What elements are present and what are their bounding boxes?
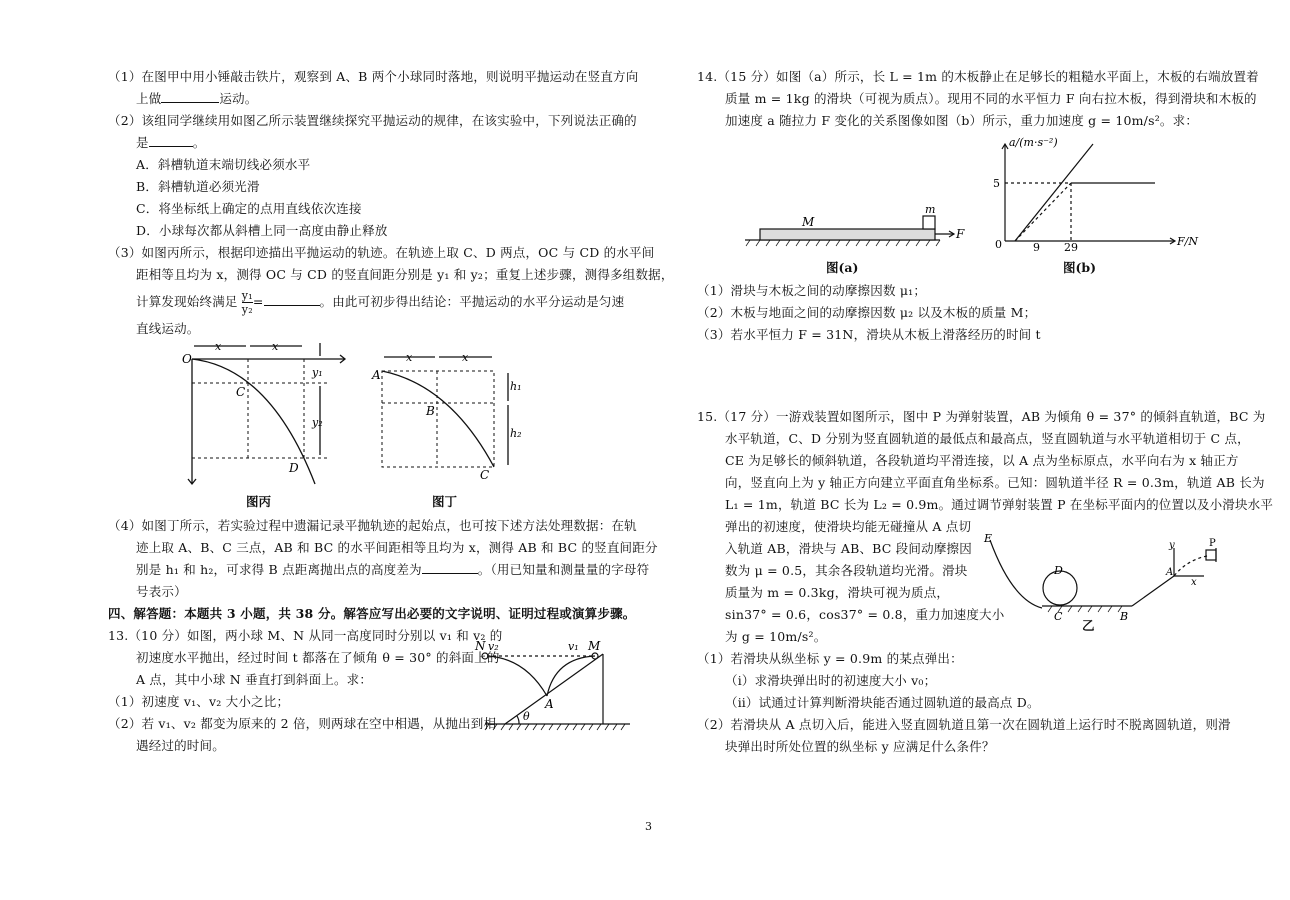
- label-m-board: M: [802, 215, 815, 229]
- line-block: [1015, 183, 1071, 241]
- answer-blank: [161, 90, 219, 103]
- label-x: x: [215, 340, 222, 353]
- text: 上做: [136, 91, 162, 106]
- label-y2: y₂: [312, 416, 323, 429]
- figure-14a: [740, 200, 970, 250]
- label-d: D: [289, 461, 299, 475]
- q15-line3: CE 为足够长的倾斜轨道，各段轨道均平滑连接，以 A 点为坐标原点，水平向右为 x 轴正方: [725, 453, 1239, 468]
- option-c: C．将坐标纸上确定的点用直线依次连接: [136, 201, 362, 216]
- incline: [505, 654, 603, 724]
- text: 是: [136, 135, 149, 150]
- q-part3-line3: 计算发现始终满足 $\frac{\text{y₁}}{\text{y₂}}$ = 。由此可初步得出结论：平抛运动的水平分运动是匀速: [136, 289, 625, 316]
- label-m-block: m: [925, 203, 936, 216]
- q-part4-line4: 号表示）: [136, 584, 187, 599]
- figure-ding: [370, 345, 520, 485]
- left-column: [108, 66, 674, 340]
- figure-q15: [982, 530, 1232, 635]
- trajectory-curve: [382, 371, 494, 467]
- label-d: D: [1054, 564, 1063, 577]
- q14-sub2: （2）木板与地面之间的动摩擦因数 μ₂ 以及木板的质量 M；: [697, 305, 1037, 320]
- q15-line10: sin37° = 0.6，cos37° = 0.8，重力加速度大小: [725, 607, 1005, 622]
- label-x: x: [1191, 577, 1197, 588]
- tick-y: 5: [993, 177, 1000, 190]
- q15-line9: 质量为 m = 0.3kg，滑块可视为质点，: [725, 585, 950, 600]
- label-b: B: [426, 404, 435, 418]
- q14-sub3: （3）若水平恒力 F = 31N，滑块从木板上滑落经历的时间 t: [697, 327, 1041, 342]
- right-column-q14: [697, 280, 1245, 346]
- label-h1: h₁: [510, 380, 522, 393]
- q15-line1: 15.（17 分）一游戏装置如图所示，图中 P 为弹射装置，AB 为倾角 θ = 37° 的倾斜直轨道，BC 为: [697, 409, 1266, 424]
- label-x: x: [406, 351, 413, 364]
- q-part3-line4: 直线运动。: [136, 321, 200, 336]
- q-part3-line2: 距相等且均为 x，测得 OC 与 CD 的竖直间距分别是 y₁ 和 y₂；重复上述步骤，测得多组数据，: [136, 267, 674, 282]
- tick-29: 29: [1064, 241, 1078, 254]
- fraction-numerator: y₁: [241, 289, 253, 302]
- page-number: 3: [645, 820, 652, 833]
- label-c: C: [480, 468, 490, 482]
- label-n: N: [475, 639, 486, 653]
- q-part1-line1: （1）在图甲中用小锤敲击铁片，观察到 A、B 两个小球同时落地，则说明平抛运动在竖直方向: [108, 69, 639, 84]
- label-e: E: [984, 532, 993, 545]
- x-label: F/N: [1177, 235, 1198, 248]
- text: 计算发现始终满足: [136, 294, 238, 309]
- label-theta: θ: [523, 710, 530, 723]
- label-x: x: [272, 340, 279, 353]
- q-part1-line2: [108, 88, 628, 110]
- label-v2: v₂: [488, 640, 499, 653]
- tick-0: 0: [995, 238, 1002, 251]
- q15-sub2-line1: （2）若滑块从 A 点切入后，能进入竖直圆轨道且第一次在圆轨道上运行时不脱离圆轨道，则滑: [697, 717, 1231, 732]
- q13-sub2-line1: （2）若 v₁、v₂ 都变为原来的 2 倍，则两球在空中相遇，从抛出到相: [108, 716, 497, 731]
- q15-line8: 数为 μ = 0.5，其余各段轨道均光滑。滑块: [725, 563, 968, 578]
- label-f: F: [956, 227, 965, 241]
- text: 。: [192, 135, 206, 150]
- answer-blank: [422, 561, 478, 574]
- q13-sub2-line2: 遇经过的时间。: [136, 738, 225, 753]
- label-y1: y₁: [312, 366, 323, 379]
- option-b: B．斜槽轨道必须光滑: [136, 179, 260, 194]
- dashed-box: [382, 371, 494, 467]
- q15-line6: 弹出的初速度，使滑块均能无碰撞从 A 点切: [725, 519, 972, 534]
- text: 。由此可初步得出结论：平抛运动的水平分运动是匀速: [319, 294, 625, 309]
- q-part2-line2: [108, 132, 628, 154]
- q-part4-line3: [108, 559, 650, 581]
- label-a: A: [1166, 567, 1174, 578]
- right-column: [697, 66, 1259, 132]
- launcher-p: [1206, 550, 1216, 560]
- q15-sub2-line2: 块弹出时所处位置的纵坐标 y 应满足什么条件？: [725, 739, 995, 754]
- q14-line2: 质量 m = 1kg 的滑块（可视为质点）。现用不同的水平恒力 F 向右拉木板，得到滑块和木板的: [725, 91, 1257, 106]
- label-x: x: [462, 351, 469, 364]
- q-part3-line1: （3）如图丙所示，根据印迹描出平抛运动的轨迹。在轨迹上取 C、D 两点，OC 与 CD 的水平间: [108, 245, 655, 260]
- caption-14a: 图(a): [826, 260, 859, 275]
- q15-line5: L₁ = 1m，轨道 BC 长为 L₂ = 0.9m。通过调节弹射装置 P 在坐标平面内的位置以及小滑块水平: [725, 497, 1274, 512]
- option-d: D．小球每次都从斜槽上同一高度由静止释放: [136, 223, 388, 238]
- line-board: [1015, 144, 1093, 241]
- q-part4-line1: （4）如图丁所示，若实验过程中遗漏记录平抛轨迹的起始点，也可按下述方法处理数据：在轨: [108, 518, 637, 533]
- q15-sub1-ii: （ⅱ）试通过计算判断滑块能否通过圆轨道的最高点 D。: [725, 695, 1040, 710]
- label-c: C: [1054, 610, 1063, 623]
- q15-line4: 向，竖直向上为 y 轴正方向建立平面直角坐标系。已知：圆轨道半径 R = 0.3m，轨道 AB 长为: [725, 475, 1265, 490]
- q15-line2: 水平轨道，C、D 分别为竖直圆轨道的最低点和最高点，竖直圆轨道与水平轨道相切于 C 点，: [725, 431, 1250, 446]
- track-ab: [1132, 576, 1174, 606]
- q15-sub1-i: （ⅰ）求滑块弹出时的初速度大小 v₀；: [725, 673, 937, 688]
- caption-bing: 图丙: [246, 494, 272, 509]
- caption-ding: 图丁: [432, 494, 458, 509]
- caption-14b: 图(b): [1063, 260, 1097, 275]
- caption-yi: 乙: [1082, 618, 1095, 633]
- trajectory-n: [487, 656, 547, 696]
- q15-line7: 入轨道 AB，滑块与 AB、BC 段间动摩擦因: [725, 541, 972, 556]
- section-heading: 四、解答题：本题共 3 小题，共 38 分。解答应写出必要的文字说明、证明过程或演算步骤。: [108, 606, 636, 621]
- theta-arc: [517, 716, 519, 724]
- q14-line3: 加速度 a 随拉力 F 变化的关系图像如图（b）所示，重力加速度 g = 10m/s²。求：: [725, 113, 1199, 128]
- y-label: a/(m·s⁻²): [1009, 136, 1058, 149]
- launch-path: [1174, 556, 1207, 576]
- board: [760, 229, 935, 240]
- q14-sub1: （1）滑块与木板之间的动摩擦因数 μ₁；: [697, 283, 927, 298]
- figure-bing: [180, 338, 350, 488]
- q14-line1: 14.（15 分）如图（a）所示，长 L = 1m 的木板静止在足够长的粗糙水平面上，木板的右端放置着: [697, 69, 1259, 84]
- track-ce: [990, 540, 1042, 608]
- text: 别是 h₁ 和 h₂，可求得 B 点距离抛出点的高度差为: [136, 562, 422, 577]
- label-b: B: [1120, 610, 1129, 623]
- option-a: A．斜槽轨道末端切线必须水平: [136, 157, 311, 172]
- fraction: [242, 289, 253, 316]
- label-m: M: [588, 639, 601, 653]
- label-p: P: [1209, 538, 1216, 549]
- q-part2-line1: （2）该组同学继续用如图乙所示装置继续探究平抛运动的规律，在该实验中，下列说法正确的: [108, 113, 637, 128]
- tick-9: 9: [1033, 241, 1040, 254]
- fraction-denominator: y₂: [241, 303, 253, 316]
- trajectory-m: [547, 656, 595, 696]
- figure-q13: [475, 634, 635, 734]
- label-a: A: [372, 368, 381, 382]
- block-m: [923, 216, 935, 229]
- answer-blank: [149, 134, 193, 147]
- label-a: A: [545, 697, 554, 711]
- label-c: C: [236, 385, 246, 399]
- q13-sub1: （1）初速度 v₁、v₂ 大小之比；: [108, 694, 290, 709]
- label-o: O: [182, 352, 192, 366]
- label-h2: h₂: [510, 427, 522, 440]
- answer-blank: [264, 293, 320, 306]
- q13-line2: 初速度水平抛出，经过时间 t 都落在了倾角 θ = 30° 的斜面上的: [136, 650, 500, 665]
- q13-line1: 13.（10 分）如图，两小球 M、N 从同一高度同时分别以 v₁ 和 v₂ 的: [108, 628, 503, 643]
- q15-line11: 为 g = 10m/s²。: [725, 629, 827, 644]
- q13-line3: A 点，其中小球 N 垂直打到斜面上。求：: [136, 672, 373, 687]
- q15-sub1: （1）若滑块从纵坐标 y = 0.9m 的某点弹出：: [697, 651, 963, 666]
- q-part4-line2: 迹上取 A、B、C 三点，AB 和 BC 的水平间距相等且均为 x，测得 AB 和 BC 的竖直间距分: [136, 540, 658, 555]
- figure-14b: [985, 134, 1205, 254]
- text: 运动。: [219, 91, 258, 106]
- label-y: y: [1169, 540, 1175, 551]
- text: 。（用已知量和测量量的字母符: [477, 562, 650, 577]
- label-v1: v₁: [568, 640, 579, 653]
